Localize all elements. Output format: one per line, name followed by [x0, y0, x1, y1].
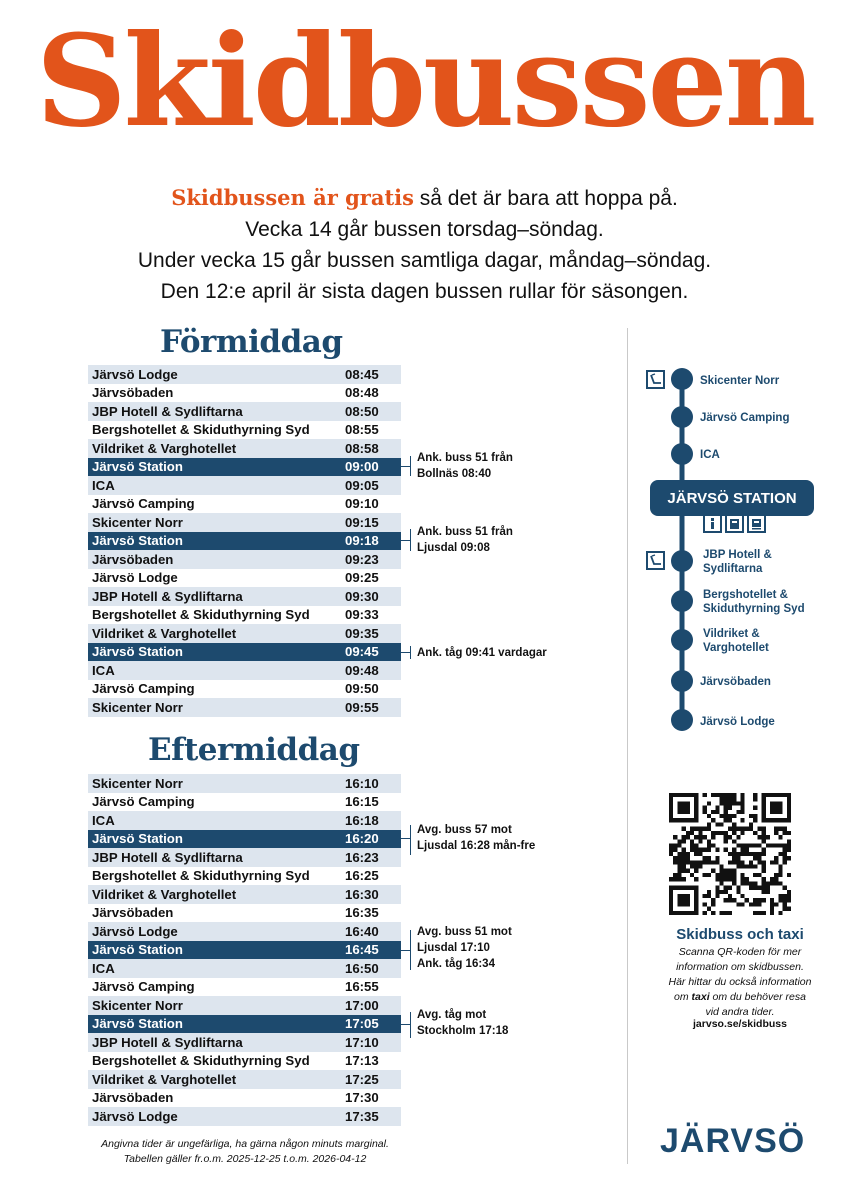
table-row [88, 550, 401, 569]
table-row [88, 1070, 401, 1089]
stop-name: Vildriket & Varghotellet [92, 625, 237, 641]
intro-line-1 [0, 182, 849, 214]
stop-name: Järvsö Station [92, 1016, 183, 1032]
stop-dot [671, 709, 693, 731]
table-row [88, 513, 401, 532]
table-row [88, 904, 401, 923]
stop-name: JBP Hotell & Sydliftarna [92, 1034, 243, 1050]
departure-time: 17:00 [345, 997, 379, 1013]
morning-timetable [88, 365, 401, 717]
departure-time: 09:50 [345, 681, 379, 697]
stop-name: Järvsö Station [92, 644, 183, 660]
intro-text [0, 182, 849, 307]
departure-time: 09:33 [345, 607, 379, 623]
stop-name: Bergshotellet & Skiduthyrning Syd [92, 1053, 310, 1069]
stop-dot [671, 629, 693, 651]
station-label: JÄRVSÖ STATION [667, 490, 797, 507]
departure-time: 16:15 [345, 794, 379, 810]
departure-time: 16:35 [345, 905, 379, 921]
stop-name: ICA [92, 812, 115, 828]
afternoon-note-3: Avg. tåg mot Stockholm 17:18 [417, 1009, 509, 1037]
stop-name: Järvsö Station [92, 942, 183, 958]
stop-name: ICA [92, 662, 115, 678]
table-row [88, 996, 401, 1015]
note-connector [401, 838, 410, 839]
map-stop-vildriket: Vildriket & Varghotellet [703, 628, 769, 654]
departure-time: 17:25 [345, 1071, 379, 1087]
table-row [88, 606, 401, 625]
stop-dot [671, 670, 693, 692]
table-row [88, 922, 401, 941]
departure-time: 17:30 [345, 1090, 379, 1106]
departure-time: 08:48 [345, 385, 379, 401]
map-stop-skicenter-norr: Skicenter Norr [700, 375, 780, 387]
stop-name: Järvsöbaden [92, 905, 174, 921]
departure-time: 16:10 [345, 775, 379, 791]
departure-time: 16:30 [345, 886, 379, 902]
table-row [88, 624, 401, 643]
stop-name: Skicenter Norr [92, 699, 183, 715]
departure-time: 16:18 [345, 812, 379, 828]
table-row [88, 867, 401, 886]
afternoon-title: Eftermiddag [148, 732, 360, 768]
table-row-highlight [88, 941, 401, 960]
qr-code[interactable] [669, 793, 791, 915]
table-row-highlight [88, 830, 401, 849]
intro-line-3: Under vecka 15 går bussen samtliga dagar, måndag–söndag. [137, 249, 712, 272]
table-row-highlight [88, 1015, 401, 1034]
ski-lift-icon [647, 552, 664, 569]
column-divider [627, 328, 628, 1164]
morning-title: Förmiddag [160, 324, 343, 360]
ski-lift-icon [647, 371, 664, 388]
stop-name: Järvsö Lodge [92, 923, 178, 939]
stop-name: Järvsöbaden [92, 1090, 174, 1106]
departure-time: 16:40 [345, 923, 379, 939]
stop-name: JBP Hotell & Sydliftarna [92, 403, 243, 419]
stop-name: Järvsö Lodge [92, 1108, 178, 1124]
table-row [88, 495, 401, 514]
departure-time: 17:13 [345, 1053, 379, 1069]
departure-time: 09:23 [345, 551, 379, 567]
departure-time: 08:45 [345, 366, 379, 382]
note-bracket [410, 825, 411, 855]
qr-title: Skidbuss och taxi [676, 926, 804, 943]
afternoon-timetable [88, 774, 401, 1126]
stop-name: Vildriket & Varghotellet [92, 440, 237, 456]
table-row-highlight [88, 458, 401, 477]
stop-dot [671, 368, 693, 390]
departure-time: 08:50 [345, 403, 379, 419]
departure-time: 09:10 [345, 496, 379, 512]
stop-name: Bergshotellet & Skiduthyrning Syd [92, 422, 310, 438]
table-row [88, 680, 401, 699]
table-row [88, 384, 401, 403]
stop-name: Skicenter Norr [92, 775, 183, 791]
table-row [88, 421, 401, 440]
note-bracket [410, 456, 411, 476]
departure-time: 09:18 [345, 533, 379, 549]
stop-dot [671, 590, 693, 612]
note-bracket [410, 529, 411, 551]
stop-name: Skicenter Norr [92, 514, 183, 530]
stop-name: Vildriket & Varghotellet [92, 886, 237, 902]
ticket-machine-icon [726, 515, 743, 532]
stop-name: Järvsö Station [92, 459, 183, 475]
table-row [88, 774, 401, 793]
table-row [88, 1033, 401, 1052]
table-row [88, 698, 401, 717]
departure-time: 16:25 [345, 868, 379, 884]
stop-name: Järvsö Lodge [92, 366, 178, 382]
map-stop-jbp: JBP Hotell & Sydliftarna [703, 549, 772, 575]
stop-name: Järvsö Camping [92, 979, 195, 995]
stop-name: Skicenter Norr [92, 997, 183, 1013]
info-icon [704, 515, 721, 532]
table-row [88, 476, 401, 495]
table-row [88, 1089, 401, 1108]
morning-note-1: Ank. buss 51 från Bollnäs 08:40 [417, 452, 513, 480]
table-row [88, 811, 401, 830]
stop-dot [671, 550, 693, 572]
departure-time: 16:20 [345, 831, 379, 847]
departure-time: 09:35 [345, 625, 379, 641]
departure-time: 16:55 [345, 979, 379, 995]
map-stop-bergshotellet: Bergshotellet & Skiduthyrning Syd [703, 589, 805, 615]
note-connector [401, 652, 410, 653]
table-row [88, 439, 401, 458]
departure-time: 09:25 [345, 570, 379, 586]
stop-name: Järvsöbaden [92, 385, 174, 401]
stop-name: Bergshotellet & Skiduthyrning Syd [92, 607, 310, 623]
stop-name: Järvsö Lodge [92, 570, 178, 586]
stop-name: Järvsö Camping [92, 496, 195, 512]
departure-time: 09:48 [345, 662, 379, 678]
map-stop-ica: ICA [700, 449, 720, 461]
stop-name: Järvsö Station [92, 831, 183, 847]
morning-note-3: Ank. tåg 09:41 vardagar [417, 647, 547, 659]
note-bracket [410, 646, 411, 659]
stop-name: Järvsö Camping [92, 681, 195, 697]
departure-time: 09:05 [345, 477, 379, 493]
footnote: Angivna tider är ungefärliga, ha gärna någon minuts marginal. Tabellen gäller fr.o.m. 2025-12-25 t.o.m. 2026-04-12 [101, 1138, 389, 1165]
intro-line-2: Vecka 14 går bussen torsdag–söndag. [245, 218, 604, 241]
morning-note-2: Ank. buss 51 från Ljusdal 09:08 [417, 526, 513, 554]
note-bracket [410, 1012, 411, 1038]
departure-time: 17:10 [345, 1034, 379, 1050]
table-row [88, 587, 401, 606]
stop-name: ICA [92, 477, 115, 493]
table-row [88, 569, 401, 588]
table-row [88, 978, 401, 997]
intro-line-1-rest: så det är bara att hoppa på. [413, 187, 678, 210]
departure-time: 09:30 [345, 588, 379, 604]
table-row [88, 848, 401, 867]
departure-time: 09:00 [345, 459, 379, 475]
map-stop-jarvsobaden: Järvsöbaden [700, 676, 771, 688]
note-connector [401, 1024, 410, 1025]
departure-time: 08:58 [345, 440, 379, 456]
qr-description: Scanna QR-koden för mer information om skidbussen. Här hittar du också information om taxi om du behöver resa vid andra tider. [668, 946, 812, 1018]
departure-time: 09:15 [345, 514, 379, 530]
departure-time: 16:50 [345, 960, 379, 976]
departure-time: 08:55 [345, 422, 379, 438]
intro-highlight: Skidbussen är gratis [171, 185, 414, 210]
departure-time: 09:55 [345, 699, 379, 715]
stop-name: Bergshotellet & Skiduthyrning Syd [92, 868, 310, 884]
page-title: Skidbussen [35, 7, 814, 155]
afternoon-note-2: Avg. buss 51 mot Ljusdal 17:10 Ank. tåg 16:34 [417, 926, 512, 970]
table-row [88, 661, 401, 680]
stop-dot [671, 443, 693, 465]
table-row [88, 793, 401, 812]
table-row-highlight [88, 643, 401, 662]
table-row [88, 402, 401, 421]
note-connector [401, 466, 410, 467]
map-stop-jarvso-lodge: Järvsö Lodge [700, 716, 775, 728]
table-row [88, 365, 401, 384]
jarvso-logo: JÄRVSÖ [660, 1122, 806, 1160]
table-row [88, 1052, 401, 1071]
note-connector [401, 540, 410, 541]
intro-line-4: Den 12:e april är sista dagen bussen rullar för säsongen. [160, 280, 689, 303]
map-stop-jarvso-camping: Järvsö Camping [700, 412, 790, 424]
departure-time: 09:45 [345, 644, 379, 660]
stop-name: Järvsö Camping [92, 794, 195, 810]
taxi-emphasis: taxi [691, 991, 710, 1003]
stop-name: Järvsöbaden [92, 551, 174, 567]
table-row-highlight [88, 532, 401, 551]
afternoon-note-1: Avg. buss 57 mot Ljusdal 16:28 mån-fre [417, 824, 536, 852]
departure-time: 16:23 [345, 849, 379, 865]
note-connector [401, 950, 410, 951]
qr-url-link[interactable]: jarvso.se/skidbuss [693, 1018, 787, 1030]
stop-dot [671, 406, 693, 428]
stop-name: ICA [92, 960, 115, 976]
train-icon [748, 515, 765, 532]
departure-time: 17:05 [345, 1016, 379, 1032]
departure-time: 17:35 [345, 1108, 379, 1124]
note-bracket [410, 930, 411, 970]
stop-name: JBP Hotell & Sydliftarna [92, 849, 243, 865]
table-row [88, 959, 401, 978]
departure-time: 16:45 [345, 942, 379, 958]
stop-name: JBP Hotell & Sydliftarna [92, 588, 243, 604]
table-row [88, 885, 401, 904]
table-row [88, 1107, 401, 1126]
stop-name: Järvsö Station [92, 533, 183, 549]
stop-name: Vildriket & Varghotellet [92, 1071, 237, 1087]
